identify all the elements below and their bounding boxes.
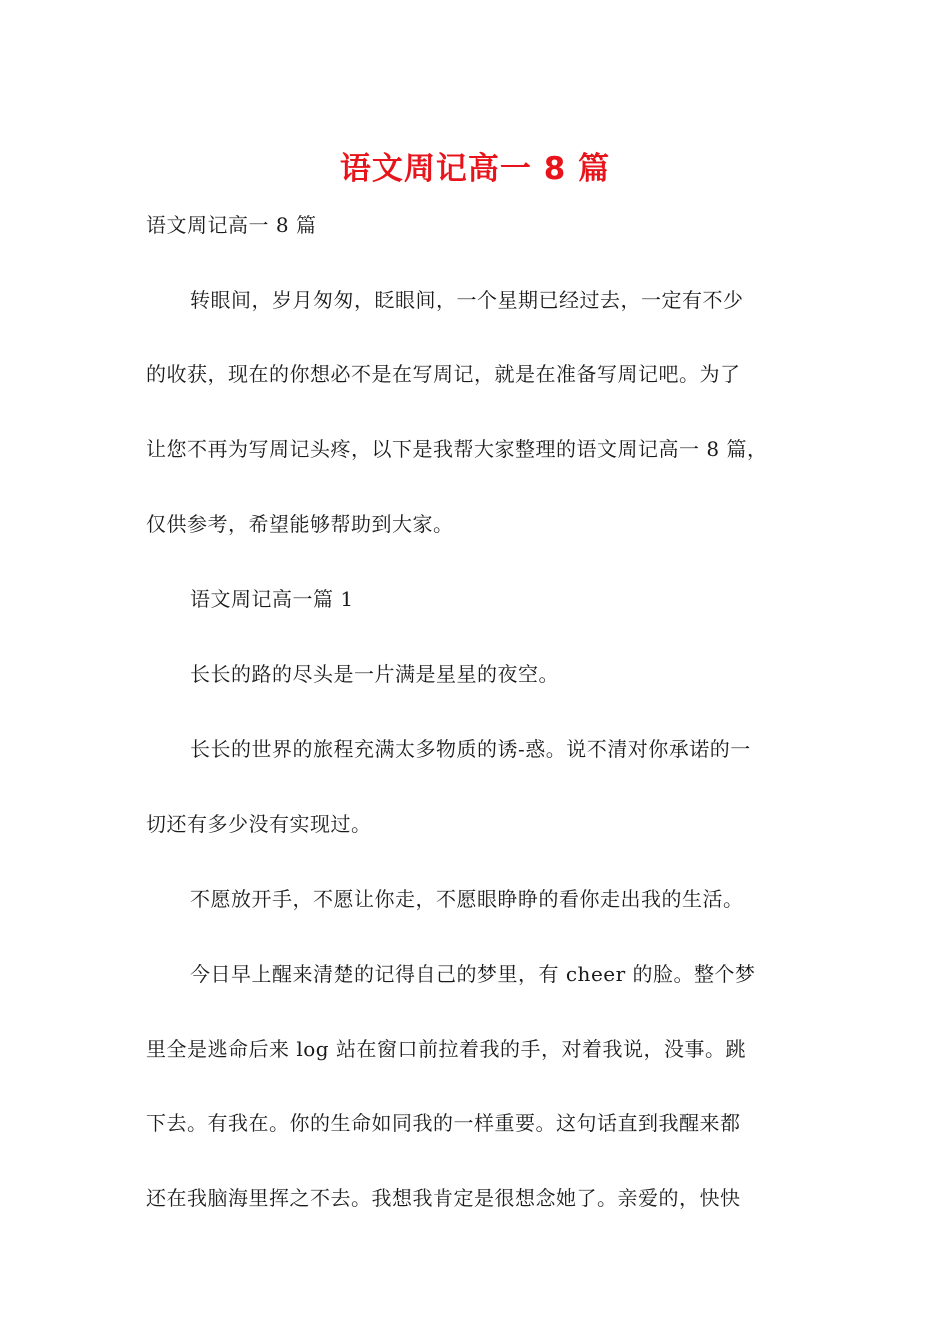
paragraph-line: 让您不再为写周记头疼，以下是我帮大家整理的语文周记高一 8 篇， (146, 437, 768, 461)
paragraph-line: 长长的路的尽头是一片满是星星的夜空。 (190, 662, 559, 686)
paragraph-line: 今日早上醒来清楚的记得自己的梦里，有 cheer 的脸。整个梦 (190, 962, 756, 986)
paragraph-line: 的收获，现在的你想必不是在写周记，就是在准备写周记吧。为了 (146, 362, 741, 386)
document-title: 语文周记高一 8 篇 (339, 151, 611, 187)
section-heading: 语文周记高一篇 1 (190, 587, 354, 611)
paragraph-line: 切还有多少没有实现过。 (146, 812, 372, 836)
paragraph-line: 不愿放开手，不愿让你走，不愿眼睁睁的看你走出我的生活。 (190, 887, 744, 911)
paragraph-line: 下去。有我在。你的生命如同我的一样重要。这句话直到我醒来都 (146, 1111, 741, 1135)
paragraph-line: 还在我脑海里挥之不去。我想我肯定是很想念她了。亲爱的，快快 (146, 1186, 741, 1210)
paragraph-line: 里全是逃命后来 log 站在窗口前拉着我的手，对着我说，没事。跳 (146, 1037, 746, 1061)
paragraph-line: 仅供参考，希望能够帮助到大家。 (146, 512, 454, 536)
paragraph-line: 转眼间，岁月匆匆，眨眼间，一个星期已经过去，一定有不少 (190, 288, 744, 312)
document-subtitle: 语文周记高一 8 篇 (146, 213, 317, 237)
paragraph-line: 长长的世界的旅程充满太多物质的诱-惑。说不清对你承诺的一 (190, 737, 751, 761)
